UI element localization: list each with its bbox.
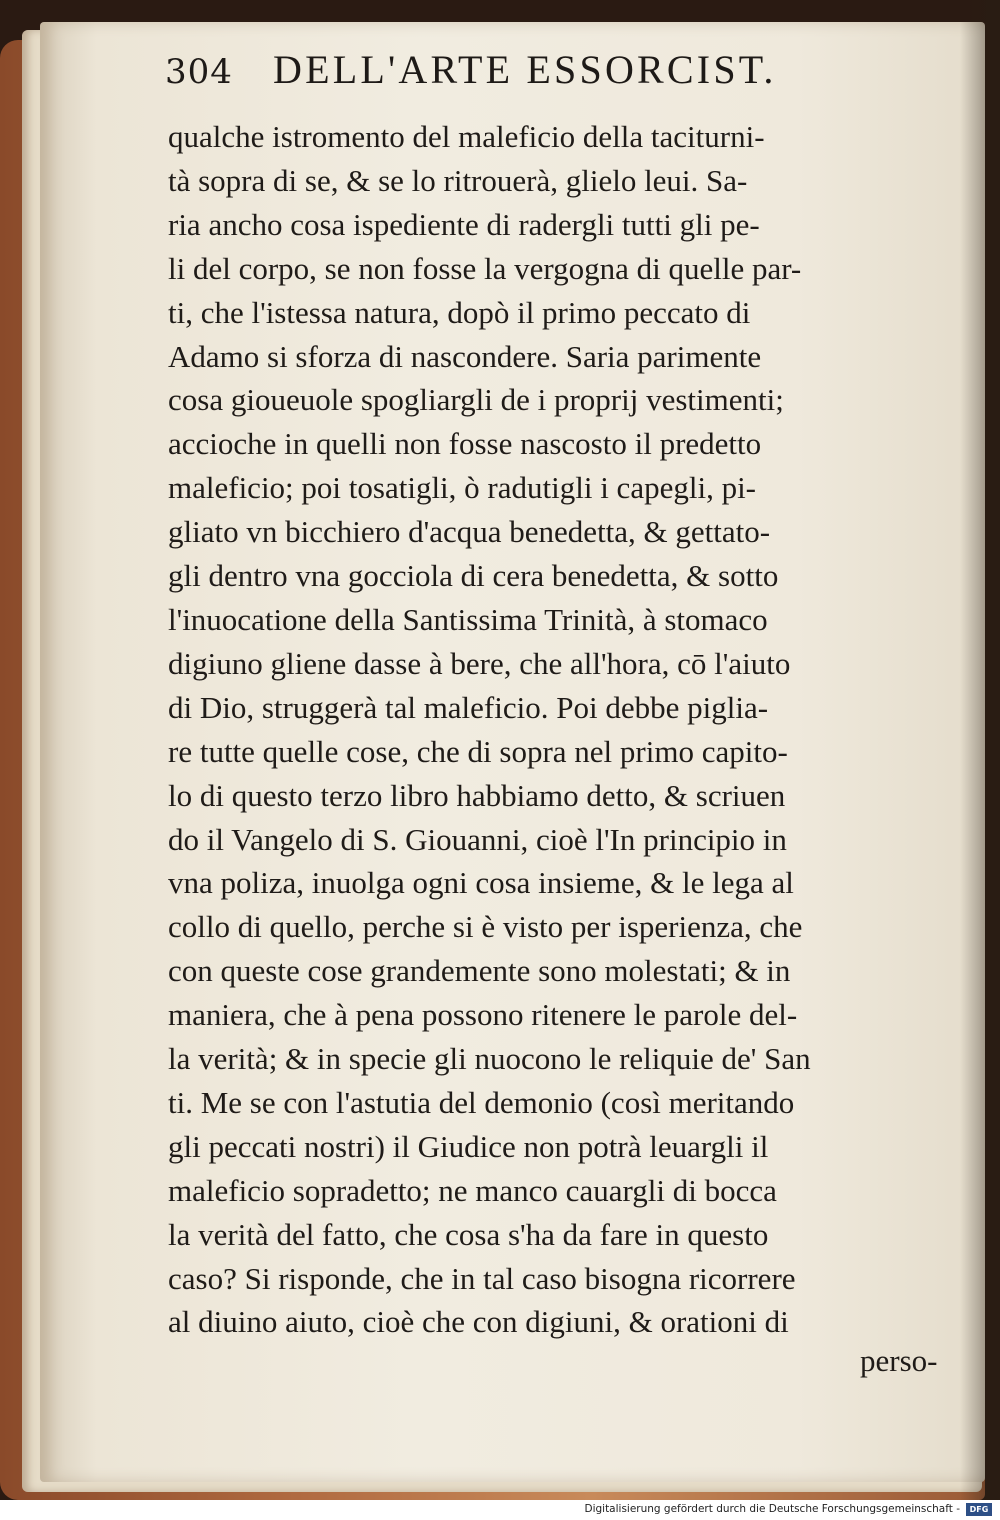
text-line: do il Vangelo di S. Giouanni, cioè l'In principio in [168,821,787,857]
text-line: vna poliza, inuolga ogni cosa insieme, & le lega al [168,865,794,901]
text-line: cosa gioueuole spogliargli de i proprij vestimenti; [168,382,784,418]
body-text [168,115,958,1344]
text-line: ti. Me se con l'astutia del demonio (così meritando [168,1084,795,1120]
text-line: maleficio sopradetto; ne manco cauargli di bocca [168,1172,777,1208]
page-header [165,44,965,98]
footer-bar [0,1500,1000,1520]
text-line: la verità del fatto, che cosa s'ha da fare in questo [168,1216,769,1252]
text-line: gliato vn bicchiero d'acqua benedetta, & gettato- [168,514,771,550]
text-line: con queste cose grandemente sono molestati; & in [168,953,791,989]
text-line: lo di questo terzo libro habbiamo detto, & scriuen [168,777,786,813]
text-line: ti, che l'istessa natura, dopò il primo peccato di [168,294,751,330]
gutter-shadow [960,0,1000,1500]
running-head: DELL'ARTE ESSORCIST. [273,47,777,92]
text-line: qualche istromento del maleficio della taciturni- [168,119,765,154]
text-line: digiuno gliene dasse à bere, che all'hora, cō l'aiuto [168,645,791,681]
text-line: caso? Si risponde, che in tal caso bisogna ricorrere [168,1260,796,1296]
text-line: di Dio, struggerà tal maleficio. Poi debbe piglia- [168,689,769,725]
text-line: gli peccati nostri) il Giudice non potrà leuargli il [168,1128,769,1164]
text-line: al diuino aiuto, cioè che con digiuni, & orationi di [168,1304,789,1340]
text-line: li del corpo, se non fosse la vergogna di quelle par- [168,250,802,286]
text-line: collo di quello, perche si è visto per isperienza, che [168,909,803,945]
text-line: maleficio; poi tosatigli, ò radutigli i capegli, pi- [168,470,757,506]
text-line: accioche in quelli non fosse nascosto il predetto [168,426,762,462]
catchword: perso- [860,1343,938,1378]
text-line: l'inuocatione della Santissima Trinità, à stomaco [168,601,768,637]
text-line: maniera, che à pena possono ritenere le parole del- [168,997,798,1033]
funding-credit: Digitalisierung gefördert durch die Deutsche Forschungsgemeinschaft - [584,1503,960,1515]
text-line: re tutte quelle cose, che di sopra nel primo capito- [168,733,788,769]
text-line: la verità; & in specie gli nuocono le reliquie de' San [168,1041,811,1077]
text-line: tà sopra di se, & se lo ritrouerà, glielo leui. Sa- [168,162,748,198]
page-number: 304 [165,52,233,92]
text-line: gli dentro vna gocciola di cera benedetta, & sotto [168,558,779,594]
text-line: ria ancho cosa ispediente di radergli tutti gli pe- [168,206,760,242]
dfg-logo: DFG [966,1503,992,1516]
text-line: Adamo si sforza di nascondere. Saria parimente [168,338,762,374]
